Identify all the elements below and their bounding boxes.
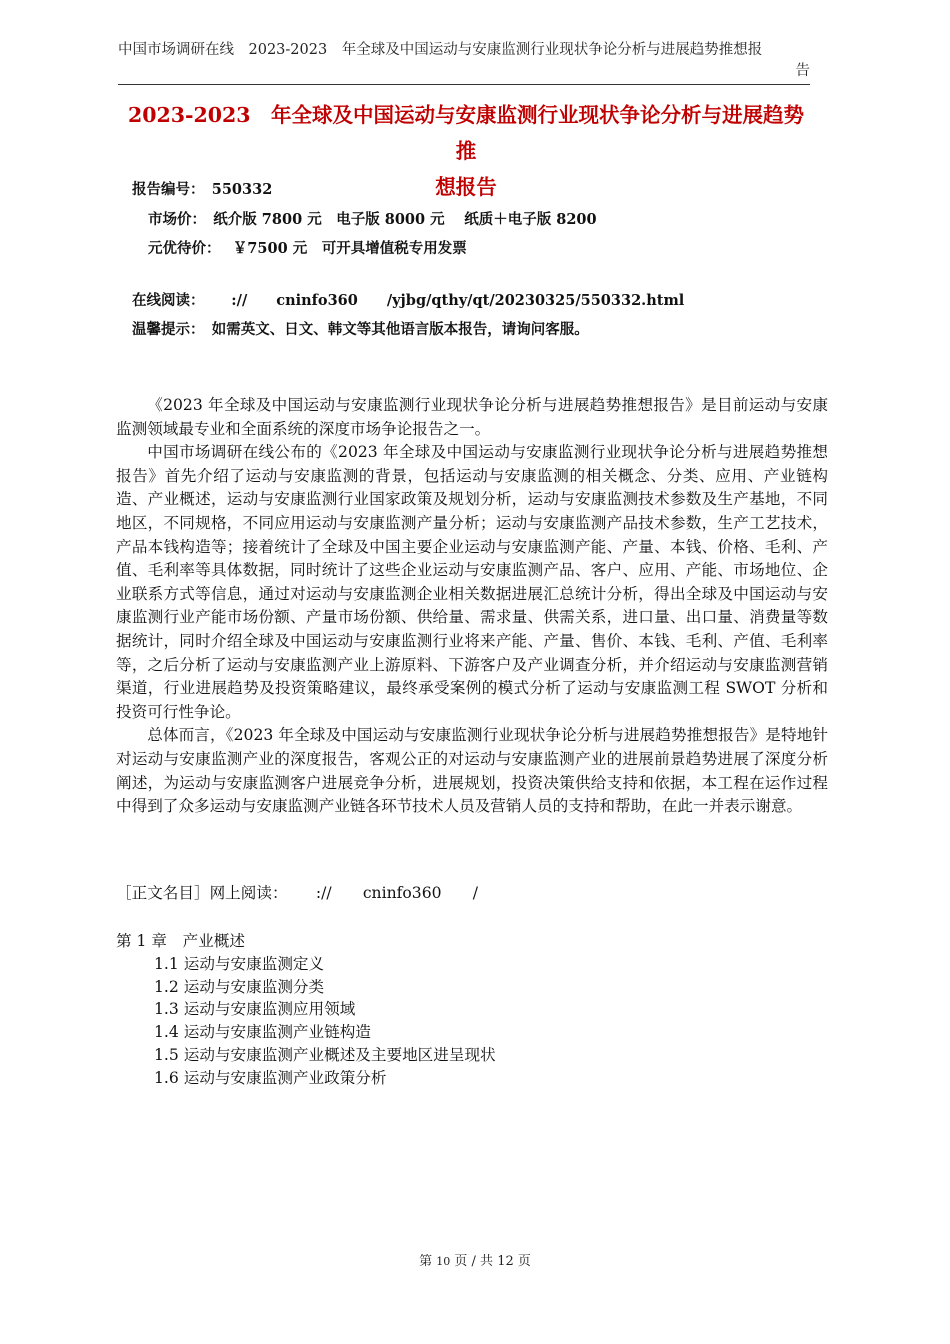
toc-section: 1.6 运动与安康监测产业政策分析 [154, 1068, 387, 1087]
toc-section: 1.1 运动与安康监测定义 [154, 954, 325, 973]
report-title-line1: 2023-2023 年全球及中国运动与安康监测行业现状争论分析与进展趋势推 [127, 103, 805, 163]
discount-price: 元优待价： ￥7500 元 可开具增值税专用发票 [148, 240, 467, 257]
language-tip: 温馨提示： 如需英文、日文、韩文等其他语言版本报告，请询问客服。 [132, 321, 589, 338]
summary-paragraph-2: 中国市场调研在线公布的《2023 年全球及中国运动与安康监测行业现状争论分析与进展趋势推想报告》首先介绍了运动与安康监测的背景，包括运动与安康监测的相关概念、分类、应用、产业链构造、产业概述，运动与安康监测行业国家政策及规划分析，运动与安康监测技术参数及生产基地，不同地区，不同规格，不同应用运动与安康监测产量分析；运动与安康监测产品技术参数，生产工艺技术，产品本钱构造等；接着统计了全球及中国主要企业运动与安康监测产能、产量、本钱、价格、毛利、产值、毛利率等具体数据，同时统计了这些企业运动与安康监测产品、客户、应用、产能、市场地位、企业联系方式等信息，通过对运动与安康监测企业相关数据进展汇总统计分析，得出全球及中国运动与安康监测行业产能市场份额、产量市场份额、供给量、需求量、供需关系，进口量、出口量、消费量等数据统计，同时介绍全球及中国运动与安康监测行业将来产能、产量、售价、本钱、毛利、产值、毛利率等，之后分析了运动与安康监测产业上游原料、下游客户及产业调查分析，并介绍运动与安康监测营销渠道，行业进展趋势及投资策略建议，最终承受案例的模式分析了运动与安康监测工程 SWOT 分析和投资可行性争论。 [116, 443, 828, 721]
summary-paragraph-1: 《2023 年全球及中国运动与安康监测行业现状争论分析与进展趋势推想报告》是目前运动与安康监测领域最专业和全面系统的深度市场争论报告之一。 [116, 396, 828, 438]
report-summary [116, 394, 828, 819]
summary-paragraph-3: 总体而言，《2023 年全球及中国运动与安康监测行业现状争论分析与进展趋势推想报告》是特地针对运动与安康监测产业的深度报告，客观公正的对运动与安康监测产业的进展前景趋势进展了深度分析阐述，为运动与安康监测客户进展竞争分析，进展规划，投资决策供给支持和依据，本工程在运作过程中得到了众多运动与安康监测产业链各环节技术人员及营销人员的支持和帮助，在此一并表示谢意。 [116, 726, 828, 816]
toc-section: 1.3 运动与安康监测应用领域 [154, 1000, 356, 1019]
running-header-line2: 告 [795, 63, 810, 79]
online-read-link[interactable]: 在线阅读： :// cninfo360 /yjbg/qthy/qt/20230325/550332.html [132, 292, 685, 309]
toc-section: 1.4 运动与安康监测产业链构造 [154, 1023, 371, 1042]
header-divider [118, 84, 810, 85]
footer-suffix: 页 [513, 1254, 531, 1269]
footer-middle: 页 / 共 [450, 1254, 498, 1269]
toc-chapter-1: 第 1 章 产业概述 [116, 932, 245, 950]
current-page-number: 10 [436, 1255, 451, 1268]
footer-prefix: 第 [419, 1254, 437, 1269]
toc-section: 1.2 运动与安康监测分类 [154, 977, 325, 996]
total-page-number: 12 [497, 1254, 514, 1269]
report-number: 报告编号： 550332 [132, 181, 273, 198]
running-header [118, 40, 810, 82]
toc-online-link[interactable]: ［正文名目］网上阅读： :// cninfo360 / [116, 884, 478, 902]
toc-section: 1.5 运动与安康监测产业概述及主要地区进呈现状 [154, 1045, 496, 1064]
market-price: 市场价： 纸介版 7800 元 电子版 8000 元 纸质＋电子版 8200 [148, 211, 597, 228]
page-footer [0, 1250, 950, 1269]
running-header-line1: 中国市场调研在线 2023-2023 年全球及中国运动与安康监测行业现状争论分析与进展趋势推想报 [118, 42, 763, 58]
table-of-contents [116, 930, 496, 1090]
report-title-line2: 想报告 [435, 175, 497, 199]
